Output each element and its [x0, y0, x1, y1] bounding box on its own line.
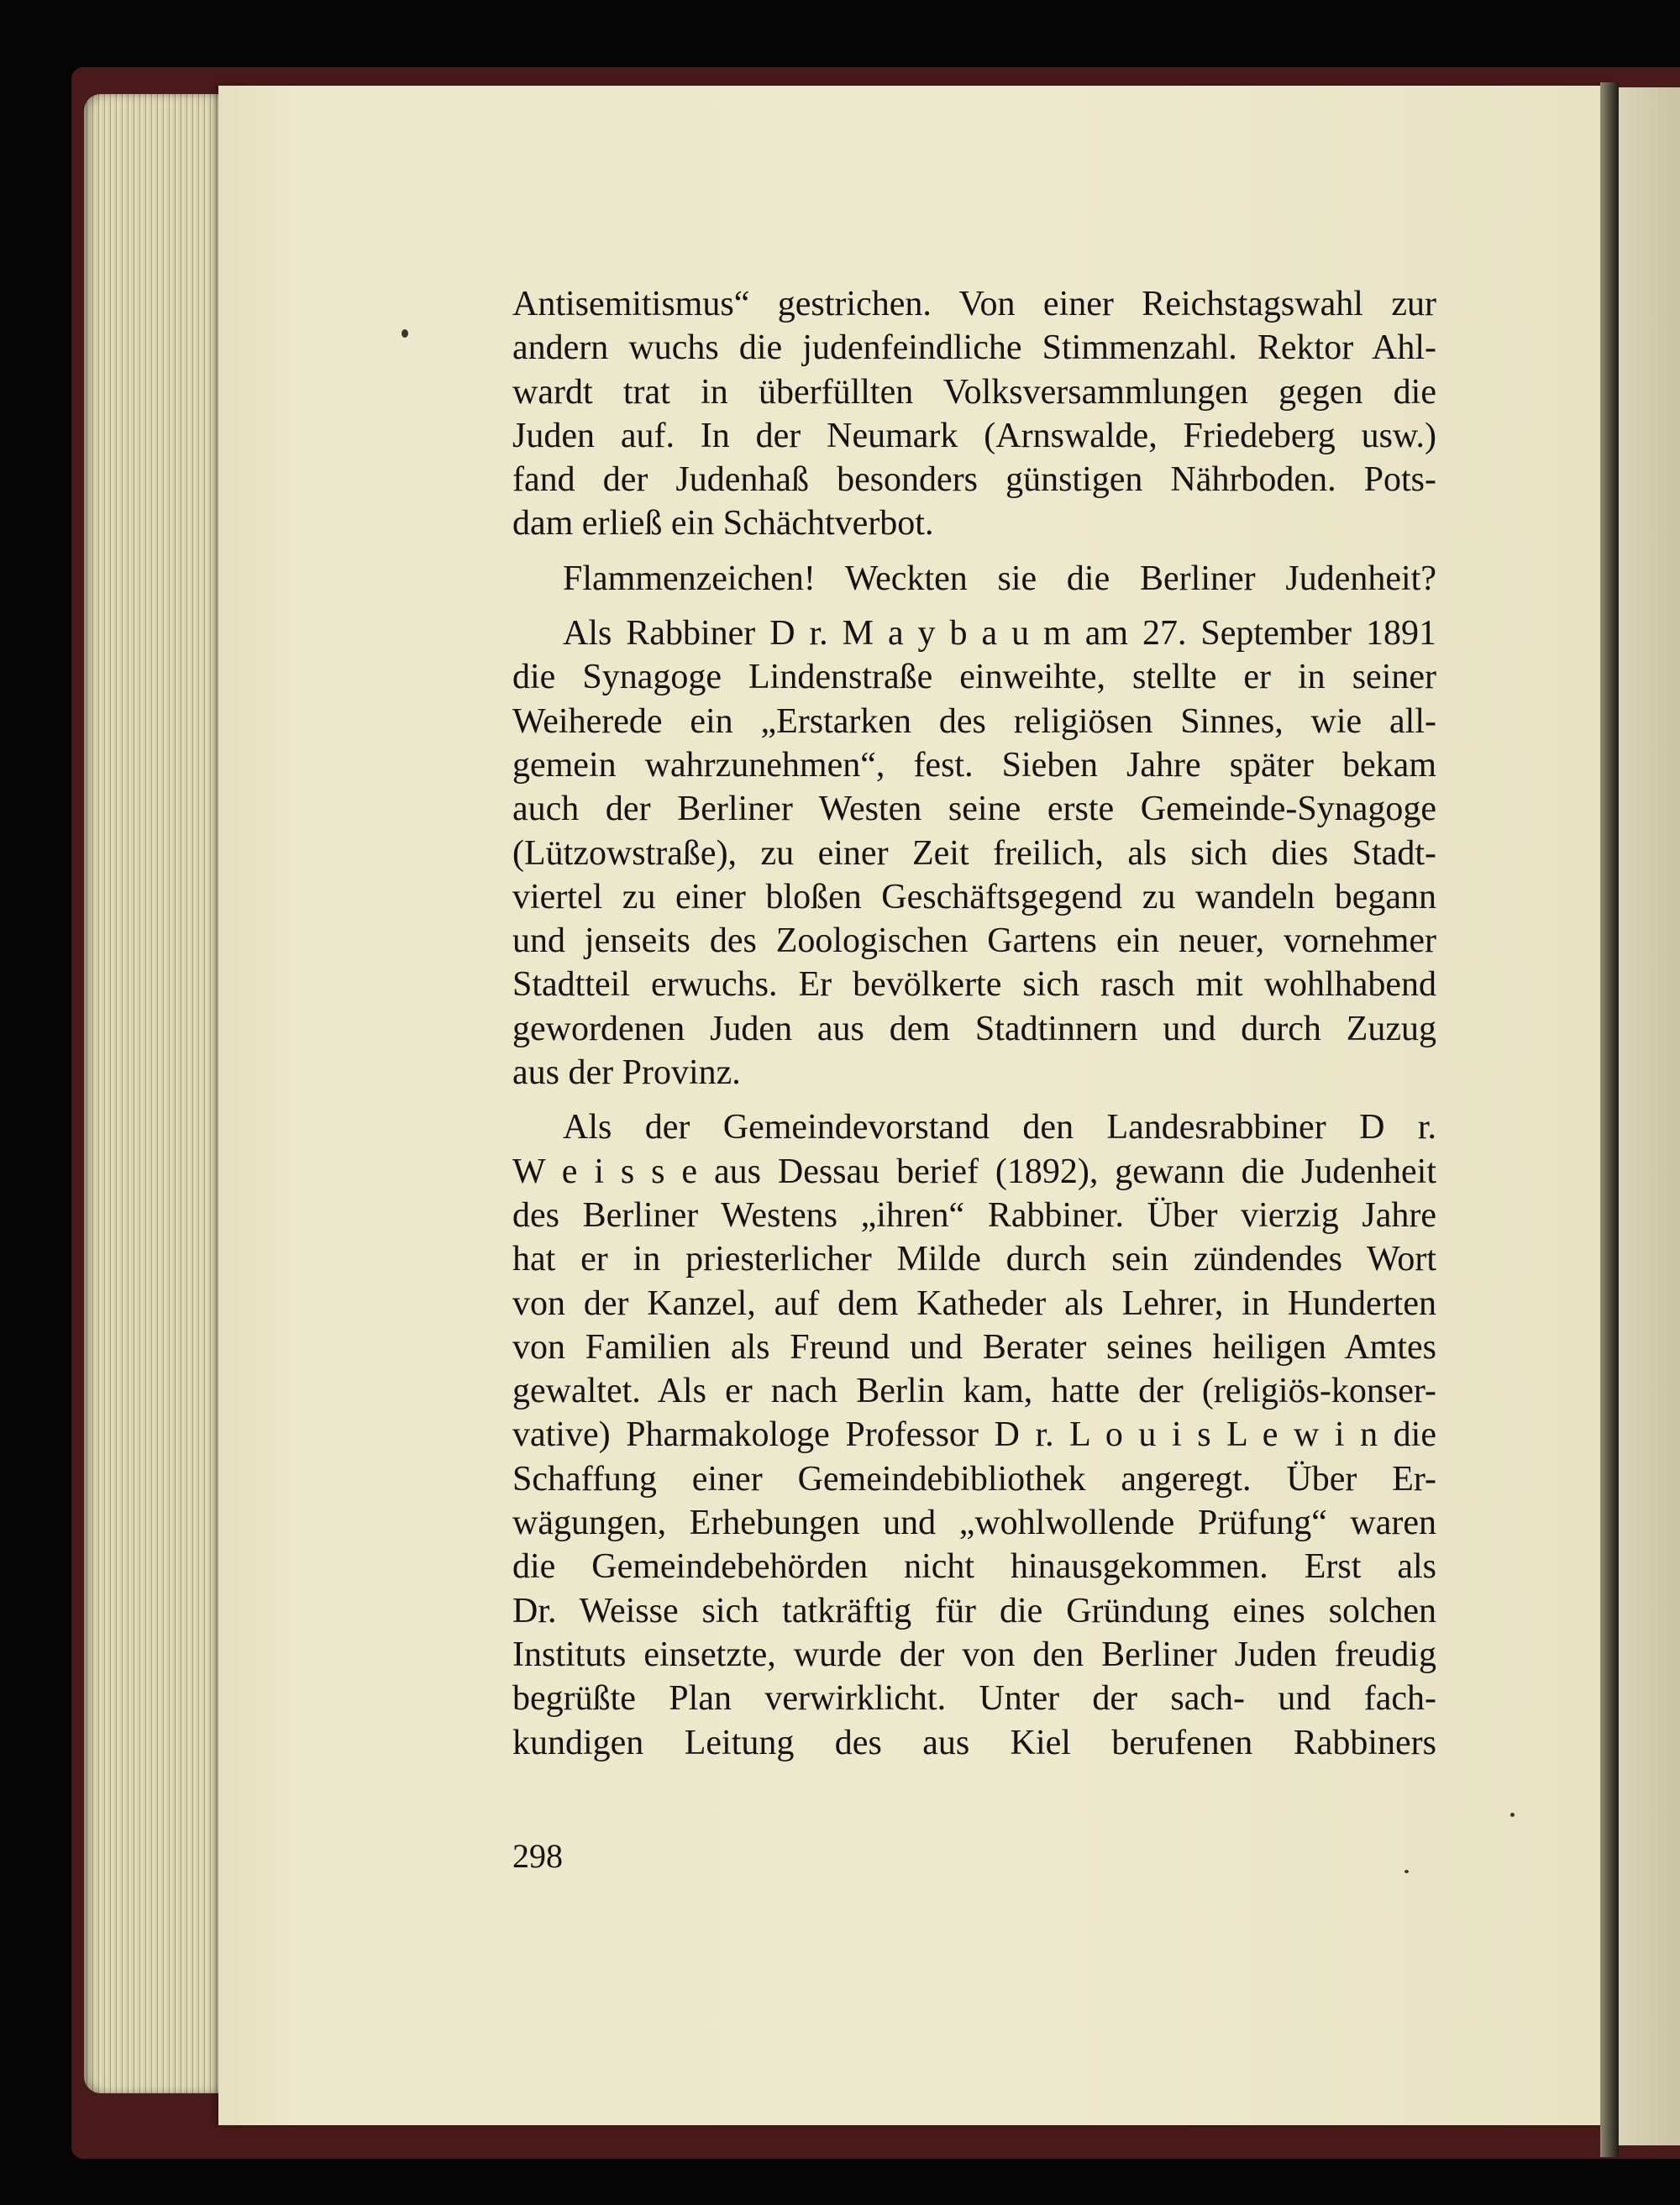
text-line: Als der Gemeindevorstand den Landesrabbiner D r. — [563, 1108, 1436, 1147]
paragraph — [512, 282, 1436, 546]
text-line: des Berliner Westens „ihren“ Rabbiner. Über vierzig Jahre — [512, 1195, 1436, 1235]
text-line: Schaffung einer Gemeindebibliothek angeregt. Über Er- — [512, 1459, 1436, 1499]
text-line: hat er in priesterlicher Milde durch sein zündendes Wort — [512, 1240, 1436, 1279]
text-line: viertel zu einer bloßen Geschäftsgegend zu wandeln begann — [512, 877, 1436, 916]
text-line: wardt trat in überfüllten Volksversammlungen gegen die — [512, 372, 1436, 412]
text-line: begrüßte Plan verwirklicht. Unter der sach- und fach- — [512, 1679, 1436, 1719]
text-line: gewaltet. Als er nach Berlin kam, hatte der (religiös-konser- — [512, 1372, 1436, 1411]
text-line: W e i s s e aus Dessau berief (1892), gewann die Judenheit — [512, 1152, 1436, 1191]
page-text — [512, 282, 1436, 1765]
text-line: (Lützowstraße), zu einer Zeit freilich, als sich dies Stadt- — [512, 833, 1436, 873]
text-line: auch der Berliner Westen seine erste Gemeinde-Synagoge — [512, 790, 1436, 829]
text-line: Instituts einsetzte, wurde der von den Berliner Juden freudig — [512, 1635, 1436, 1674]
page-speck — [1404, 1870, 1409, 1873]
paragraph — [512, 612, 1436, 1095]
text-line: und jenseits des Zoologischen Gartens ein neuer, vornehmer — [512, 921, 1436, 961]
text-line: die Synagoge Lindenstraße einweihte, stellte er in seiner — [512, 658, 1436, 697]
text-line: andern wuchs die judenfeindliche Stimmenzahl. Rektor Ahl- — [512, 328, 1436, 368]
paragraph — [512, 557, 1436, 601]
text-line: kundigen Leitung des aus Kiel berufenen Rabbiners — [512, 1723, 1436, 1762]
text-line: Als Rabbiner D r. M a y b a u m am 27. September 1891 — [563, 614, 1436, 654]
paragraph — [512, 1105, 1436, 1764]
text-line: Weiherede ein „Erstarken des religiösen Sinnes, wie all- — [512, 701, 1436, 741]
page-speck — [402, 329, 408, 338]
text-line: vative) Pharmakologe Professor D r. L o u i s L e w i n die — [512, 1415, 1436, 1455]
text-line: gewordenen Juden aus dem Stadtinnern und durch Zuzug — [512, 1009, 1436, 1048]
facing-page-edge — [1619, 87, 1680, 2145]
text-line: von Familien als Freund und Berater seines heiligen Amtes — [512, 1327, 1436, 1367]
text-line: Flammenzeichen! Weckten sie die Berliner Judenheit? — [563, 559, 1436, 598]
page-number: 298 — [512, 1837, 563, 1875]
text-line: wägungen, Erhebungen und „wohlwollende Prüfung“ waren — [512, 1504, 1436, 1543]
text-line: von der Kanzel, auf dem Katheder als Lehrer, in Hunderten — [512, 1284, 1436, 1323]
text-line: die Gemeindebehörden nicht hinausgekommen. Erst als — [512, 1547, 1436, 1587]
book-gutter — [1600, 82, 1619, 2157]
text-line: Dr. Weisse sich tatkräftig für die Gründung eines solchen — [512, 1591, 1436, 1630]
text-line: gemein wahrzunehmen“, fest. Sieben Jahre später bekam — [512, 745, 1436, 785]
page-speck — [1510, 1813, 1515, 1817]
text-line: Stadtteil erwuchs. Er bevölkerte sich rasch mit wohlhabend — [512, 965, 1436, 1005]
text-line: Juden auf. In der Neumark (Arnswalde, Friedeberg usw.) — [512, 416, 1436, 455]
text-line: Antisemitismus“ gestrichen. Von einer Reichstagswahl zur — [512, 285, 1436, 323]
text-line: dam erließ ein Schächtverbot. — [512, 504, 934, 543]
page-edges — [84, 94, 235, 2093]
text-line: aus der Provinz. — [512, 1053, 741, 1093]
text-line: fand der Judenhaß besonders günstigen Nährboden. Pots- — [512, 460, 1436, 500]
